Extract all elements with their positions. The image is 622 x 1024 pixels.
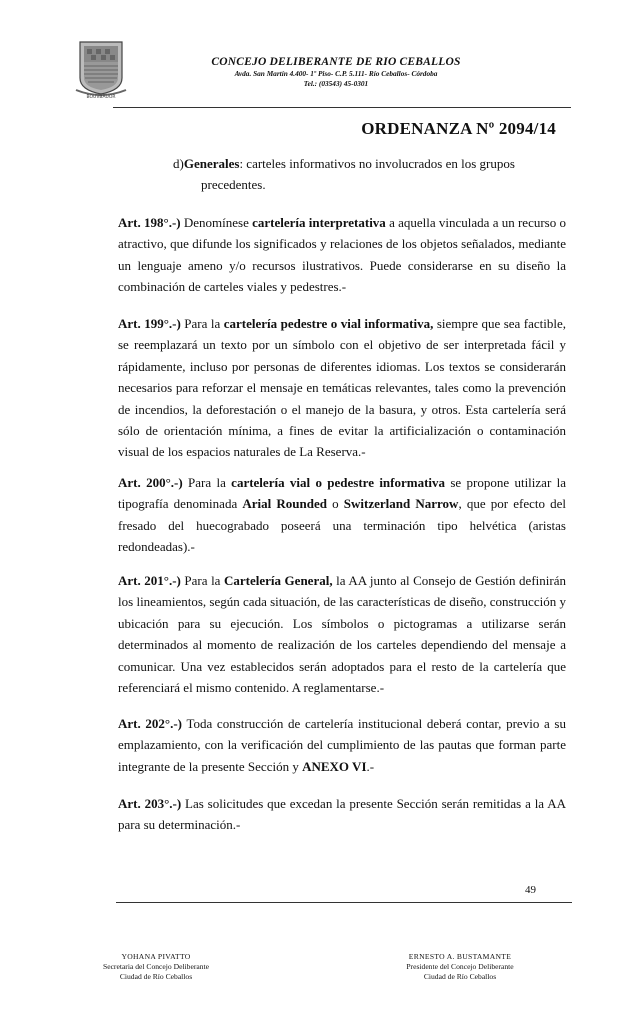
- council-phone: Tel.: (03543) 45-0301: [303, 79, 369, 88]
- council-name: CONCEJO DELIBERANTE DE RIO CEBALLOS: [211, 56, 461, 68]
- article-199: Art. 199°.-) Para la cartelería pedestre o vial informativa, siempre que sea factible, se reemplazará un texto por un símbolo con el objetivo de ser interpretada fácil y rápidamente, incluso por personas de diferentes idiomas. Los textos se considerarán necesarios para reforzar el mensaje en temáticas relevantes, tales como la prevención de incendios, la deforestación o el manejo de la basura, y otros. Esta cartelería será sólo de orientación mínima, a fines de evitar la artificialización o contaminación visual de los espacios naturales de La Reserva.-: [118, 316, 566, 460]
- council-address: Avda. San Martín 4.400- 1º Piso- C.P. 5.111- Río Ceballos- Córdoba: [234, 69, 438, 78]
- header-rule: [113, 107, 571, 108]
- signer-name: YOHANA PIVATTO: [121, 952, 191, 961]
- article-198: Art. 198°.-) Denomínese cartelería interpretativa a aquella vinculada a un recurso o atractivo, que difunde los significados y relaciones de los objetos señalados, mediante un lenguaje ameno y/o recursos ilustrativos. Puede considerarse en su diseño la combinación de carteles viales y pedestres.-: [118, 215, 566, 295]
- signer-place: Ciudad de Río Ceballos: [119, 972, 193, 981]
- article-200: Art. 200°.-) Para la cartelería vial o pedestre informativa se propone utilizar la tipografía denominada Arial Rounded o Switzerland Narrow, que por efecto del fresado del huecograbado poseerá una terminación tipo helvética (aristas redondeadas).-: [118, 475, 566, 555]
- page-number: 49: [525, 884, 536, 896]
- article-202: Art. 202°.-) Toda construcción de cartelería institucional deberá contar, previo a su emplazamiento, con la verificación del cumplimiento de las pautas que forman parte integrante de la presente Sección y ANEXO VI.-: [118, 716, 566, 774]
- paragraph-d: d)Generales: carteles informativos no involucrados en los grupos precedentes.: [173, 156, 515, 193]
- signature-president: [375, 952, 545, 982]
- signer-role: Secretaria del Concejo Deliberante: [102, 962, 210, 971]
- article-label: Art. 202°.-): [118, 716, 183, 731]
- coat-of-arms-logo: [74, 38, 128, 100]
- signer-place: Ciudad de Río Ceballos: [423, 972, 497, 981]
- footer-rule: [116, 902, 572, 903]
- article-label: Art. 201°.-): [118, 573, 181, 588]
- logo-caption: BOUVBAUOR: [86, 95, 116, 100]
- article-203: Art. 203°.-) Las solicitudes que excedan la presente Sección serán remitidas a la AA para su determinación.-: [118, 796, 566, 833]
- ordinance-title: ORDENANZA Nº 2094/14: [361, 119, 556, 138]
- article-201: Art. 201°.-) Para la Cartelería General, la AA junto al Consejo de Gestión definirán los lineamientos, según cada situación, de las características de diseño, construcción y ubicación para su ejecución. Los símbolos o pictogramas a utilizarse serán determinados al momento de realización de los carteles dependiendo del mensaje a comunicar. Una vez establecidos serán adoptados para el resto de la cartelería que referenciará el mismo contenido. A reglamentarse.-: [118, 573, 566, 696]
- signer-role: Presidente del Concejo Deliberante: [406, 962, 514, 971]
- article-label: Art. 203°.-): [118, 796, 182, 811]
- signature-secretary: [71, 952, 241, 982]
- signer-name: ERNESTO A. BUSTAMANTE: [408, 952, 512, 961]
- article-label: Art. 199°.-): [118, 316, 181, 331]
- article-label: Art. 198°.-): [118, 215, 181, 230]
- article-label: Art. 200°.-): [118, 475, 183, 490]
